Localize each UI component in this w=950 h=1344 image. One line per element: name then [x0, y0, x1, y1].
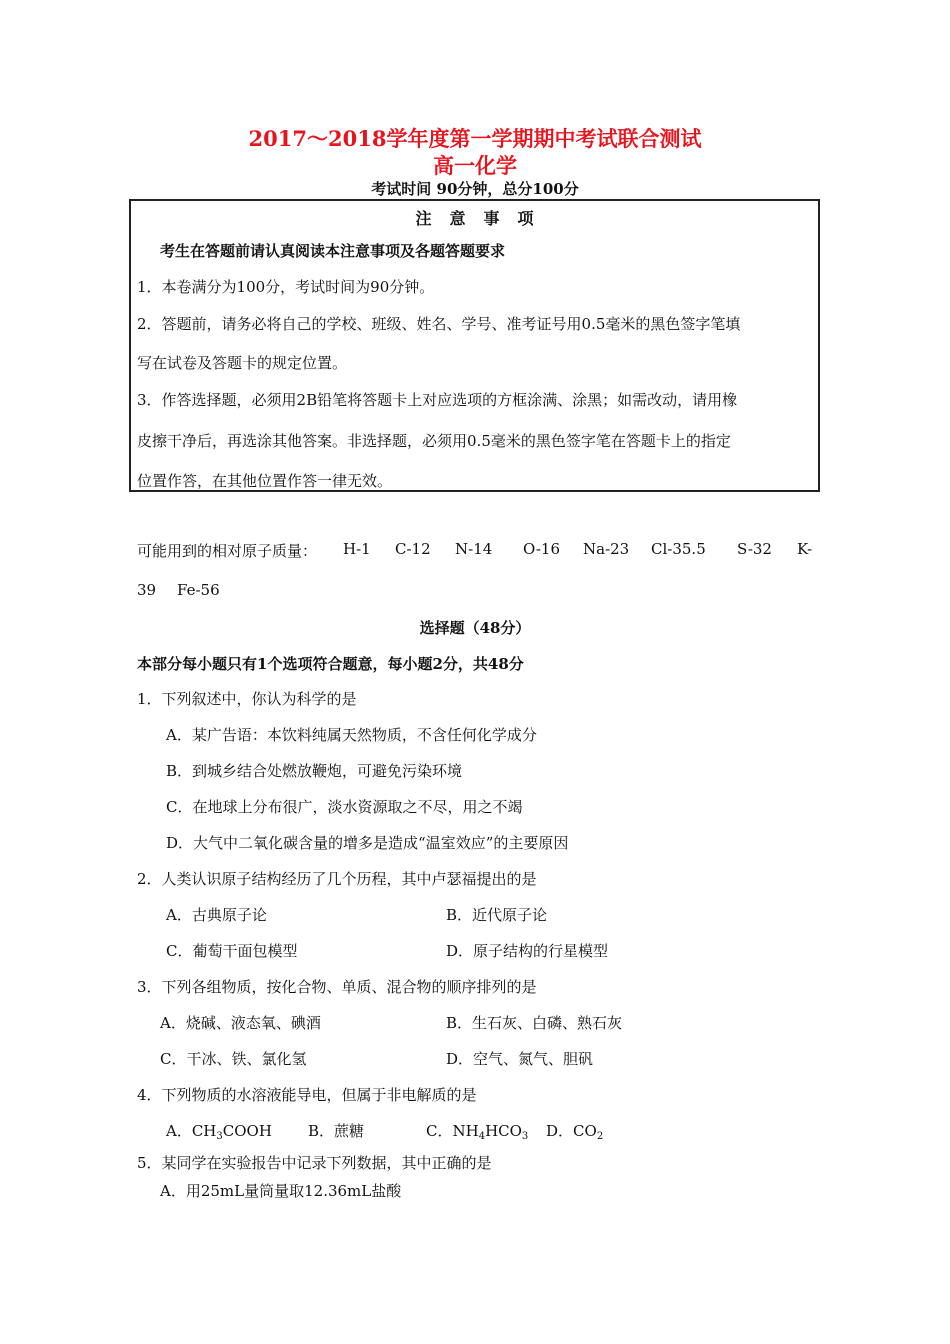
question-option: A．用25mL量筒量取12.36mL盐酸: [160, 1182, 402, 1200]
atomic-mass-value: Fe-56: [177, 581, 220, 599]
question-option: B．生石灰、白磷、熟石灰: [446, 1014, 623, 1032]
question-option: D．大气中二氧化碳含量的增多是造成“温室效应”的主要原因: [166, 834, 569, 852]
question-option: B．蔗糖: [308, 1122, 365, 1140]
question-stem: 2．人类认识原子结构经历了几个历程，其中卢瑟福提出的是: [137, 870, 537, 888]
question-stem: 5．某同学在实验报告中记录下列数据，其中正确的是: [137, 1154, 492, 1172]
question-option: C．$NH_4HCO_3$: [426, 1122, 529, 1142]
notice-item: 1．本卷满分为100分，考试时间为90分钟。: [137, 278, 435, 296]
notice-item: 3．作答选择题，必须用2B铅笔将答题卡上对应选项的方框涂满、涂黑；如需改动，请用橡: [137, 391, 738, 409]
atomic-mass-value: N-14: [455, 540, 493, 558]
exam-info: 考试时间 90分钟，总分100分: [371, 180, 579, 198]
section-title: 选择题（48分）: [419, 619, 531, 637]
question-option: A．烧碱、液态氧、碘酒: [160, 1014, 321, 1032]
notice-item: 写在试卷及答题卡的规定位置。: [137, 354, 348, 372]
notice-item: 皮擦干净后，再选涂其他答案。非选择题，必须用0.5毫米的黑色签字笔在答题卡上的指定: [137, 432, 731, 450]
atomic-mass-value: 39: [137, 581, 157, 599]
question-option: A．某广告语：本饮料纯属天然物质，不含任何化学成分: [166, 726, 537, 744]
notice-item: 位置作答，在其他位置作答一律无效。: [137, 472, 393, 490]
atomic-mass-label: 可能用到的相对原子质量：: [137, 542, 318, 560]
exam-subject: 高一化学: [433, 153, 517, 178]
atomic-mass-value: O-16: [523, 540, 561, 558]
section-instruction: 本部分每小题只有1个选项符合题意，每小题2分，共48分: [137, 655, 524, 673]
question-option: B．近代原子论: [446, 906, 548, 924]
question-option: C．葡萄干面包模型: [166, 942, 298, 960]
atomic-mass-value: K-: [797, 540, 813, 558]
question-option: D．原子结构的行星模型: [446, 942, 609, 960]
question-option: C．干冰、铁、氯化氢: [160, 1050, 307, 1068]
question-option: C．在地球上分布很广，淡水资源取之不尽，用之不竭: [166, 798, 523, 816]
question-option: D．空气、氮气、胆矾: [446, 1050, 594, 1068]
question-option: A．古典原子论: [166, 906, 267, 924]
question-stem: 4．下列物质的水溶液能导电，但属于非电解质的是: [137, 1086, 477, 1104]
question-stem: 3．下列各组物质，按化合物、单质、混合物的顺序排列的是: [137, 978, 537, 996]
question-option: A．$CH_3COOH$: [166, 1122, 272, 1142]
question-option: D．$CO_2$: [546, 1122, 604, 1142]
atomic-mass-value: C-12: [395, 540, 431, 558]
exam-title: 2017～2018学年度第一学期期中考试联合测试: [248, 126, 702, 151]
atomic-mass-value: S-32: [737, 540, 772, 558]
notice-intro: 考生在答题前请认真阅读本注意事项及各题答题要求: [160, 242, 506, 260]
notice-heading: 注 意 事 项: [415, 209, 535, 228]
atomic-mass-value: H-1: [343, 540, 371, 558]
question-option: B．到城乡结合处燃放鞭炮，可避免污染环境: [166, 762, 463, 780]
question-stem: 1．下列叙述中，你认为科学的是: [137, 690, 357, 708]
atomic-mass-value: Na-23: [583, 540, 630, 558]
atomic-mass-value: Cl-35.5: [651, 540, 706, 558]
notice-item: 2．答题前，请务必将自己的学校、班级、姓名、学号、准考证号用0.5毫米的黑色签字笔填: [137, 315, 741, 333]
